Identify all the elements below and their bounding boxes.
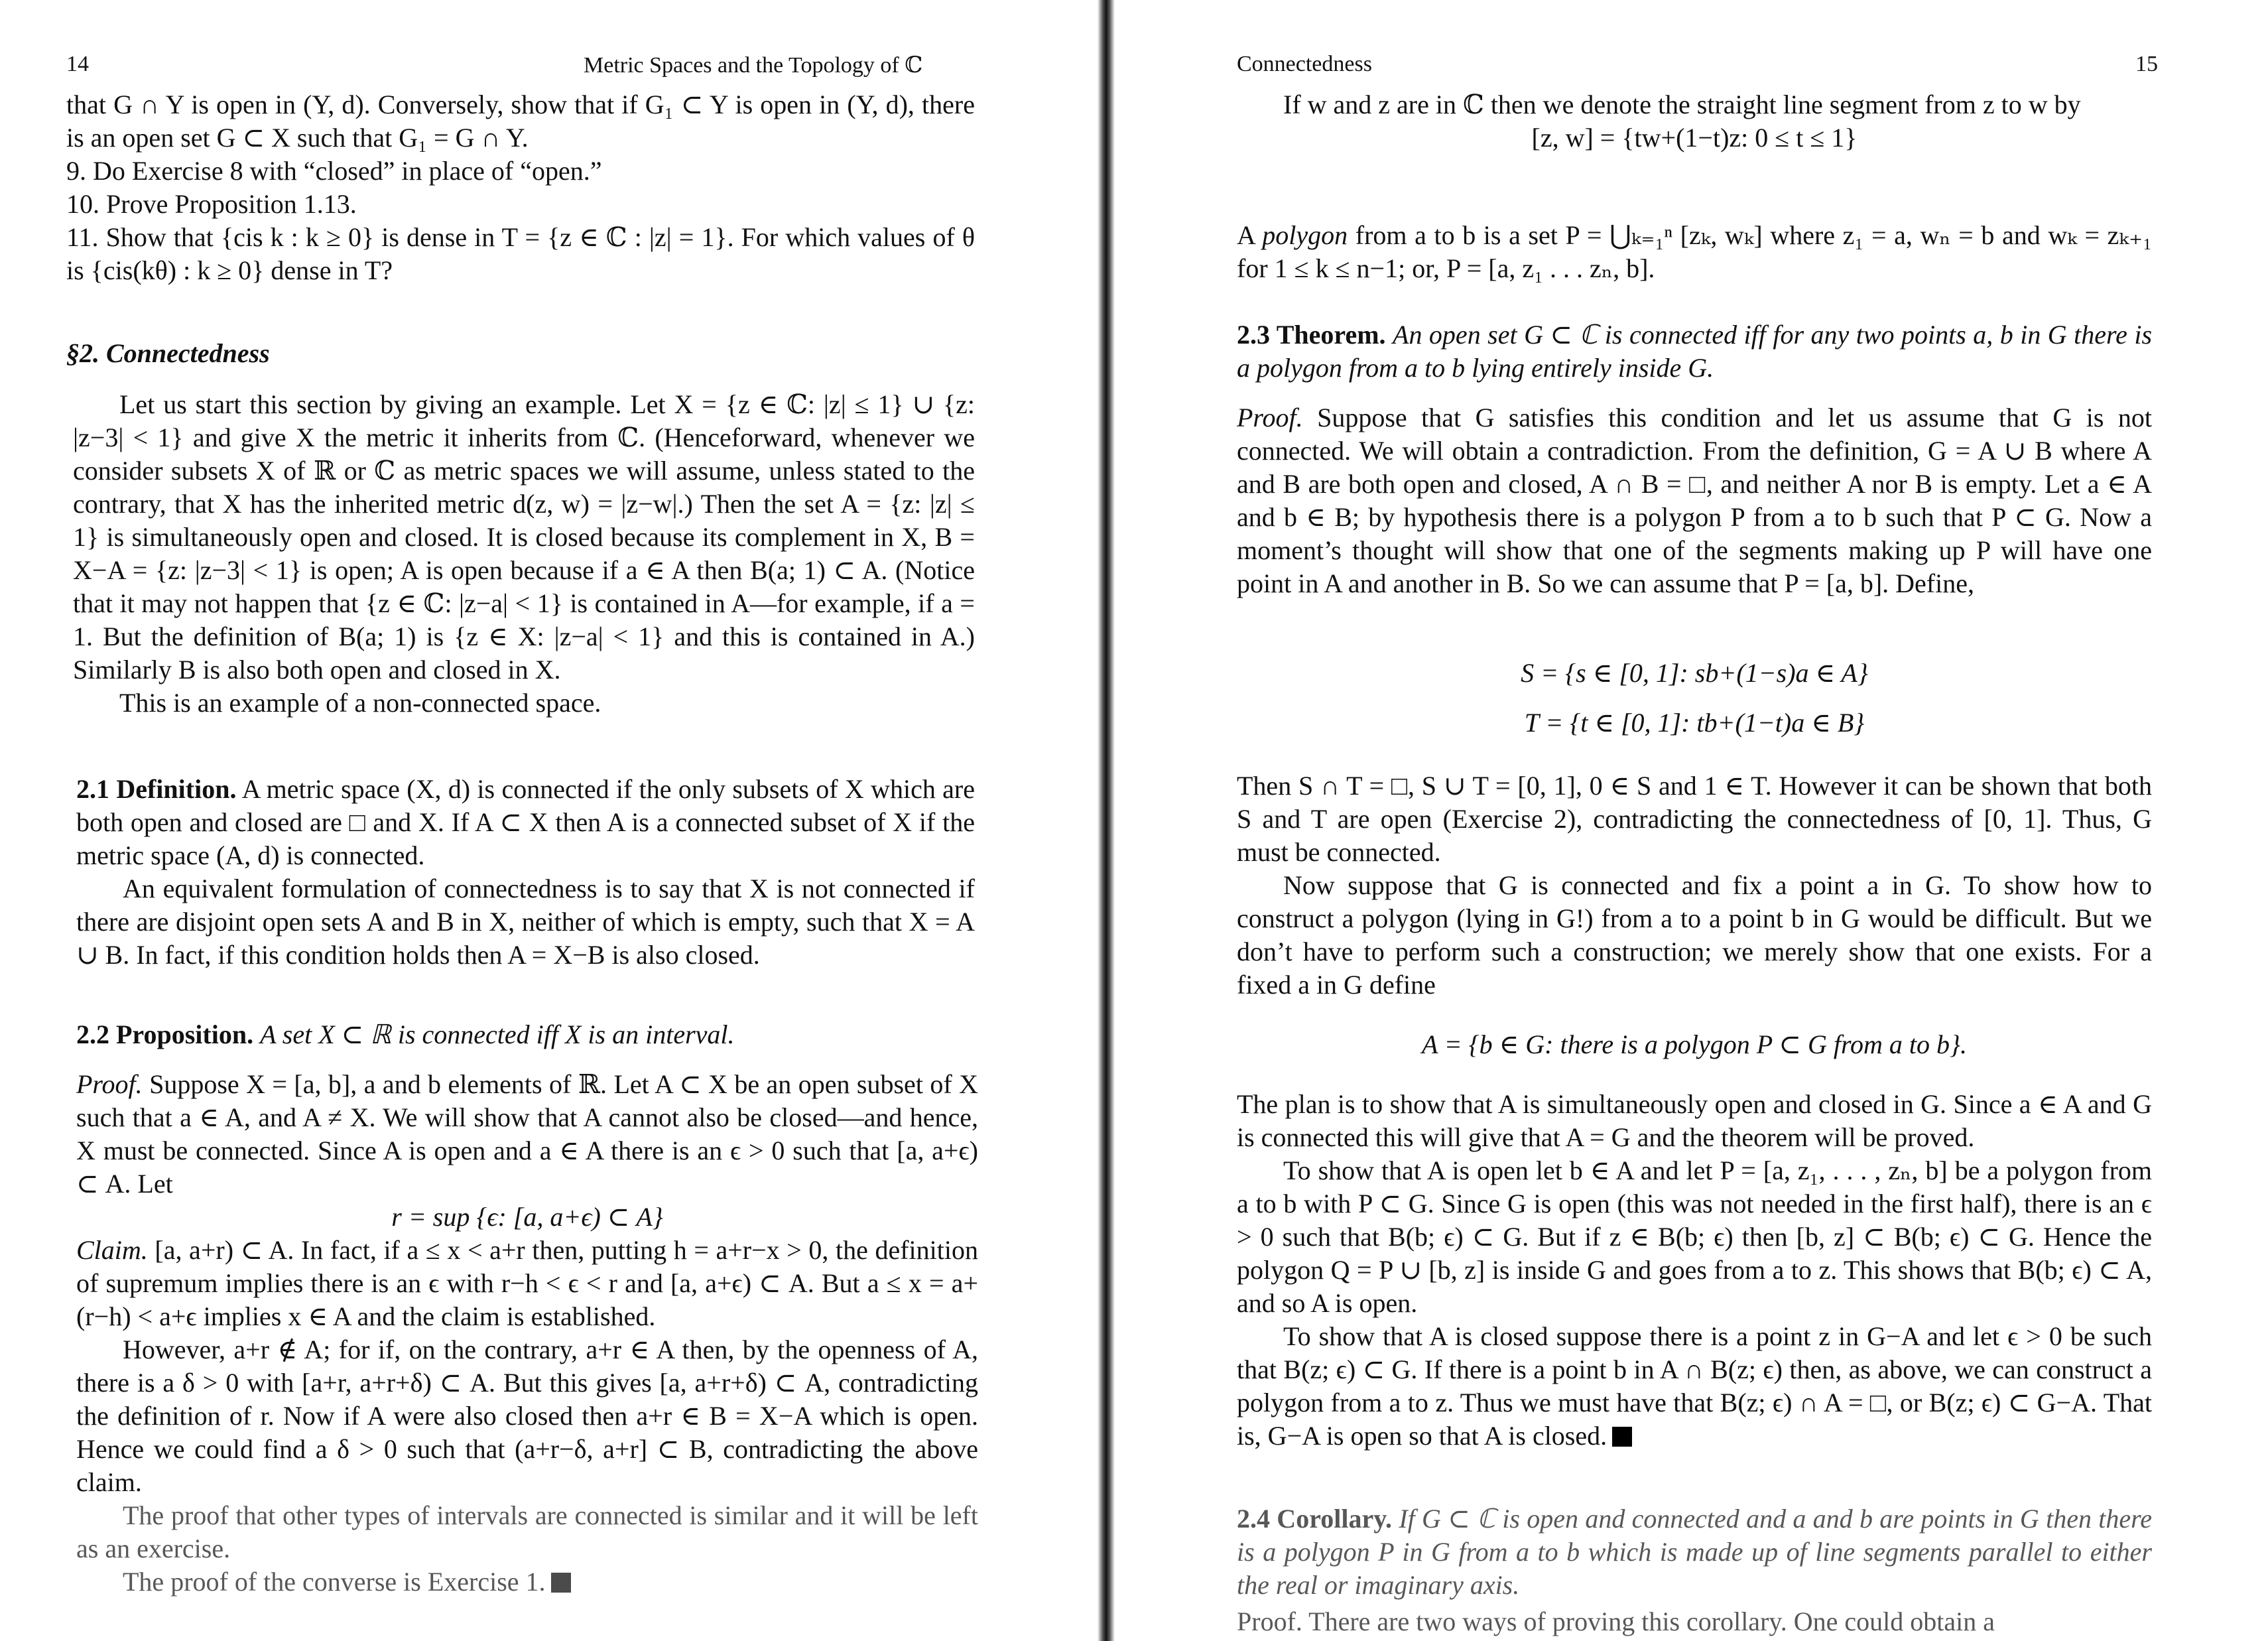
left-page (0, 0, 1088, 1641)
converse-line: The proof of the converse is Exercise 1. (76, 1565, 978, 1599)
corollary-proof-start: Proof. There are two ways of proving this corollary. One could obtain a (1237, 1607, 1995, 1636)
claim-text: [a, a+r) ⊂ A. In fact, if a ≤ x < a+r then, putting h = a+r−x > 0, the definition of supremum implies there is an ϵ with r−h < ϵ < r and [a, a+ϵ) ⊂ A. But a ≤ x = a+(r−h) < a+ϵ implies x ∈ A and the claim is established. (76, 1235, 978, 1331)
intro-paragraph: Let us start this section by giving an example. Let X = {z ∈ ℂ: |z| ≤ 1} ∪ {z: |z−3| < 1} and give X the metric it inherits from ℂ. (Henceforward, whenever we consider subsets X of ℝ or ℂ as metric spaces we will assume, unless stated to the contrary, that X has the inherited metric d(z, w) = |z−w|.) Then the set A = {z: |z| ≤ 1} is simultaneously open and closed. It is closed because its complement in X, B = X−A = {z: |z−3| < 1} is open; A is open because if a ∈ A then B(a; 1) ⊂ A. (Notice that it may not happen that {z ∈ ℂ: |z−a| < 1} is contained in A—for example, if a = 1. But the definition of B(a; 1) is {z ∈ X: |z−a| < 1} and this is contained in A.) Similarly B is also both open and closed in X. (73, 389, 975, 685)
proof-block-right (1237, 401, 2152, 600)
proof-right-paragraph (1237, 401, 2152, 600)
corollary-text: If G ⊂ ℂ is open and connected and a and b are points in G then there is a polygon P in G from a to b which is made up of line segments parallel to either the real or imaginary axis. (1237, 1504, 2152, 1600)
exercises-block (66, 88, 975, 287)
intro-paragraph-2: This is an example of a non-connected space. (119, 688, 601, 718)
page-number-right: 15 (2135, 52, 2158, 76)
proof-block-left (76, 1068, 978, 1599)
proof-right-text: Suppose that G satisfies this condition and let us assume that G is not connected. We will obtain a contradiction. From the definition, G = A ∪ B where A and B are both open and closed, A ∩ B = □, and neither A nor B is empty. Let a ∈ A and b ∈ B; by hypothesis there is a polygon P from a to b such that P ⊂ G. Now a moment’s thought will show that one of the segments making up P will have one point in A and another in B. So we can assume that P = [a, b]. Define, (1237, 403, 2153, 598)
theorem-block (1237, 318, 2152, 385)
equation-S: S = {s ∈ [0, 1]: sb+(1−s)a ∈ A} (1521, 658, 1868, 688)
exercise-8-cont: that G ∩ Y is open in (Y, d). Conversely, show that if G₁ ⊂ Y is open in (Y, d), there is an open set G ⊂ X such that G₁ = G ∩ Y. (66, 90, 975, 153)
equation-T: T = {t ∈ [0, 1]: tb+(1−t)a ∈ B} (1524, 708, 1865, 738)
proof-text-1: Suppose X = [a, b], a and b elements of ℝ. Let A ⊂ X be an open subset of X such that a ∈ A, and A ≠ X. We will show that A cannot also be closed—and hence, X must be connected. Since A is open and a ∈ A there is an ϵ > 0 such that [a, a+ϵ) ⊂ A. Let (76, 1069, 978, 1199)
intro-block (73, 388, 975, 720)
proposition-label: 2.2 Proposition. (76, 1019, 254, 1049)
equation-A: A = {b ∈ G: there is a polygon P ⊂ G from a to b}. (1421, 1029, 1968, 1059)
corollary-2-4 (1237, 1502, 2152, 1602)
segment-equation: [z, w] = {tw+(1−t)z: 0 ≤ t ≤ 1} (1531, 123, 1858, 153)
then-paragraph: Then S ∩ T = □, S ∪ T = [0, 1], 0 ∈ S and 1 ∈ T. However it can be shown that both S and T are open (Exercise 2), contradicting the connectedness of [0, 1]. Thus, G must be connected. (1237, 771, 2152, 867)
exercise-11: 11. Show that {cis k : k ≥ 0} is dense in T = {z ∈ ℂ : |z| = 1}. For which values of θ is {cis(kθ) : k ≥ 0} dense in T? (66, 222, 975, 285)
closed-paragraph: To show that A is closed suppose there is a point z in G−A and let ϵ > 0 be such that B(z; ϵ) ⊂ G. If there is a point b in A ∩ B(z; ϵ) then, as above, we can construct a polygon from a to z. Thus we must have that B(z; ϵ) ∩ A = □, or B(z; ϵ) ⊂ G−A. That is, G−A is open so that A is closed. (1237, 1321, 2152, 1451)
then-block (1237, 769, 2152, 1002)
theorem-text: An open set G ⊂ ℂ is connected iff for any two points a, b in G there is a polygon from a to b lying entirely inside G. (1237, 320, 2153, 383)
end-of-proof-mark (551, 1573, 571, 1593)
claim-paragraph (76, 1234, 978, 1333)
running-head-left: Metric Spaces and the Topology of ℂ (584, 53, 923, 78)
segment-block (1237, 88, 2152, 155)
proof-paragraph (76, 1068, 978, 1201)
definition-text: A metric space (X, d) is connected if the only subsets of X which are both open and closed are □ and X. If A ⊂ X then A is a connected subset of X if the metric space (A, d) is connected. (76, 774, 975, 870)
exercise-10: 10. Prove Proposition 1.13. (66, 189, 357, 219)
proof-label-left: Proof. (76, 1069, 143, 1099)
running-head-right: Connectedness (1237, 52, 1372, 76)
definition-label: 2.1 Definition. (76, 774, 237, 804)
other-intervals-paragraph: The proof that other types of intervals are connected is similar and it will be left as an exercise. (76, 1500, 978, 1563)
now-paragraph: Now suppose that G is connected and fix a point a in G. To show how to construct a polygon (lying in G!) from a to a point b in G would be difficult. But we don’t have to perform such a construction; we merely show that one exists. For a fixed a in G define (1237, 870, 2152, 1000)
proposition-text: A set X ⊂ ℝ is connected iff X is an interval. (260, 1019, 735, 1049)
right-page (1127, 0, 2268, 1641)
plan-paragraph: The plan is to show that A is simultaneously open and closed in G. Since a ∈ A and G is connected this will give that A = G and the theorem will be proved. (1237, 1089, 2152, 1152)
exercise-9: 9. Do Exercise 8 with “closed” in place of “open.” (66, 156, 602, 186)
theorem-2-3 (1237, 318, 2152, 385)
claim-label: Claim. (76, 1235, 148, 1265)
proposition-2-2 (76, 1018, 975, 1051)
corollary-block (1237, 1502, 2152, 1602)
page-number-left: 14 (66, 52, 89, 76)
segment-intro: If w and z are in ℂ then we denote the straight line segment from z to w by (1283, 90, 2081, 119)
plan-block (1237, 1088, 2152, 1453)
equivalent-formulation: An equivalent formulation of connectedness is to say that X is not connected if there are disjoint open sets A and B in X, neither of which is empty, such that X = A ∪ B. In fact, if this condition holds then A = X−B is also closed. (76, 874, 975, 970)
polygon-text: from a to b is a set P = ⋃ₖ₌₁ⁿ [zₖ, wₖ] where z₁ = a, wₙ = b and wₖ = zₖ₊₁ for 1 ≤ k ≤ n−1; or, P = [a, z₁ . . . zₙ, b]. (1237, 220, 2153, 283)
corollary-label: 2.4 Corollary. (1237, 1504, 1392, 1534)
book-gutter (1098, 0, 1115, 1641)
proof-label-right: Proof. (1237, 403, 1303, 432)
definition-2-1 (76, 773, 975, 872)
polygon-definition: A polygon from a to b is a set P = ⋃ₖ₌₁ⁿ [zₖ, wₖ] where z₁ = a, wₙ = b and wₖ = zₖ₊₁ for 1 ≤ k ≤ n−1; or, P = [a, z₁ . . . zₙ, b]. (1237, 220, 2153, 283)
sup-equation: r = sup {ϵ: [a, a+ϵ) ⊂ A} (391, 1202, 663, 1232)
section-title: §2. Connectedness (66, 338, 270, 368)
however-paragraph: However, a+r ∉ A; for if, on the contrary, a+r ∈ A then, by the openness of A, there is a δ > 0 with [a+r, a+r+δ) ⊂ A. But this gives [a, a+r+δ) ⊂ A, contradicting the definition of r. Now if A were also closed then a+r ∈ B = X−A which is open. Hence we could find a δ > 0 such that (a+r−δ, a+r] ⊂ B, contradicting the above claim. (76, 1335, 978, 1497)
open-paragraph: To show that A is open let b ∈ A and let P = [a, z₁, . . . , zₙ, b] be a polygon from a to b with P ⊂ G. Since G is open (this was not needed in the first half), there is an ϵ > 0 such that B(b; ϵ) ⊂ G. But if z ∈ B(b; ϵ) then [b, z] ⊂ B(b; ϵ) ⊂ G. Hence the polygon Q = P ∪ [b, z] is inside G and goes from a to z. This shows that B(b; ϵ) ⊂ A, and so A is open. (1237, 1155, 2152, 1318)
theorem-label: 2.3 Theorem. (1237, 320, 1386, 350)
end-of-proof-mark-right (1612, 1427, 1632, 1447)
definition-block (76, 773, 975, 972)
polygon-term: polygon (1262, 220, 1348, 250)
proposition-block (76, 1018, 975, 1051)
